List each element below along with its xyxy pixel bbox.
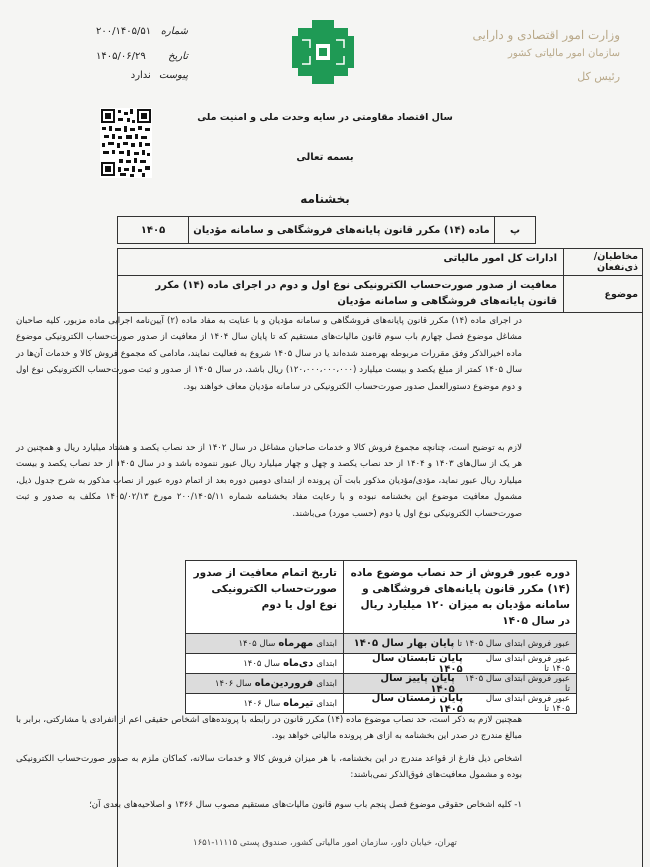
letter-meta (96, 26, 188, 81)
head-title: رئیس کل (577, 70, 620, 83)
year-motto: سال اقتصاد مقاومتی در سایه وحدت ملی و امنیت ملی (197, 112, 453, 123)
letter-number-label: شماره (160, 26, 188, 37)
cell-end-date (186, 654, 343, 673)
letter-attach-label: پیوست (158, 70, 188, 81)
circular-header-box (117, 216, 536, 244)
tax-organization-logo (288, 18, 358, 86)
letter-attach: ندارد (130, 70, 151, 81)
subject-row (118, 276, 642, 312)
cell-bold: دی‌ماه (283, 658, 314, 669)
col-header-period: دوره عبور فروش از حد نصاب موضوع ماده (۱۴) مکرر قانون پایانه‌های فروشگاهی و سامانه مؤدیان به میزان ۱۲۰ میلیارد ریال در سال ۱۴۰۵ (343, 561, 576, 633)
subject-value: معافیت از صدور صورت‌حساب الکترونیکی نوع اول و دوم در اجرای ماده (۱۴) مکرر قانون پایانه‌های فروشگاهی و سامانه مؤدیان (155, 280, 557, 307)
document-title: بخشنامه (300, 192, 350, 206)
cell-bold: پایان پاییز سال ۱۴۰۵ (380, 672, 455, 695)
letter-attach-row (96, 70, 188, 81)
table-row (186, 694, 576, 713)
table-row (186, 634, 576, 654)
cell-bold: پایان تابستان سال ۱۴۰۵ (372, 652, 463, 675)
cell-bold: پایان بهار سال ۱۴۰۵ (353, 638, 455, 649)
cell-bold: تیرماه (283, 698, 314, 709)
paragraph-5: ۱- کلیه اشخاص حقوقی موضوع فصل پنجم باب سوم قانون مالیات‌های مستقیم مصوب سال ۱۳۶۶ و اصلاحیه‌های بعدی آن؛ (89, 800, 522, 810)
letter-number: ۲۰۰/۱۴۰۵/۵۱ (96, 26, 152, 37)
letter-number-row (96, 26, 188, 37)
table-header (186, 561, 576, 634)
cell-text: عبور فروش ابتدای سال ۱۴۰۵ تا (485, 693, 570, 714)
paragraph-1: در اجرای ماده (۱۴) مکرر قانون پایانه‌های فروشگاهی و سامانه مؤدیان و با عنایت به مفاد ماده (۲) آیین‌نامه اجرایی ماده مزبور، کلیه صاحبان مشاغل موضوع فصل چهارم باب سوم قانون مالیات‌های مستقیم که تا پایان سال ۱۴۰۴ از معافیت از صدور صورت‌حساب الکترونیکی موضوع ماده اخیرالذکر وفق مقررات مربوطه بهره‌مند شده‌اند یا در سال ۱۴۰۵ شروع به فعالیت نمایند، مادامی که مجموع فروش کالا و خدمات آن‌ها در سال ۱۴۰۵ کمتر از مبلغ یکصد و بیست میلیارد (۱۲۰،۰۰۰،۰۰۰،۰۰۰) ریال باشد، در سال ۱۴۰۵ از صدور و ثبت صورت‌حساب الکترونیکی نوع اول و دوم موضوع دستورالعمل صدور صورت‌حساب الکترونیکی در سامانه مؤدیان معاف خواهند بود. (16, 316, 523, 392)
letter-date-label: تاریخ (168, 51, 188, 62)
bismillah: بسمه تعالی (296, 152, 354, 163)
cell-bold: فروردین‌ماه (254, 678, 314, 689)
audience-table (117, 248, 643, 313)
exemption-schedule-table (185, 560, 577, 714)
paragraph-4: اشخاص ذیل فارغ از قواعد مندرج در این بخشنامه، با هر میزان فروش کالا و خدمات سالانه، کماکان ملزم به صدور صورت‌حساب الکترونیکی بوده و مشمول معافیت‌های فوق‌الذکر نمی‌باشند: (16, 754, 522, 781)
cell-text: ابتدای (316, 698, 337, 709)
cell-text: سال ۱۴۰۵ (238, 638, 276, 649)
circular-subject: ماده (۱۴) مکرر قانون پایانه‌های فروشگاهی و سامانه مؤدیان (188, 217, 494, 243)
cell-end-date (186, 694, 343, 713)
subject-label: موضوع (563, 276, 642, 312)
cell-text: سال ۱۴۰۶ (243, 698, 281, 709)
footer-address: تهران، خیابان داور، سازمان امور مالیاتی کشور، صندوق پستی ۱۱۱۱۵-۱۶۵۱ (193, 838, 457, 848)
circular-code: پ (494, 217, 535, 243)
cell-bold: مهرماه (278, 638, 314, 649)
ministry-name: وزارت امور اقتصادی و دارایی (472, 28, 620, 42)
cell-end-date (186, 674, 343, 693)
cell-text: ابتدای (316, 678, 337, 689)
cell-period (343, 674, 576, 693)
cell-text: سال ۱۴۰۶ (214, 678, 252, 689)
table-row (186, 674, 576, 694)
cell-text: سال ۱۴۰۵ (243, 658, 281, 669)
cell-bold: پایان زمستان سال ۱۴۰۵ (371, 692, 463, 715)
cell-period (343, 634, 576, 653)
letter-date: ۱۴۰۵/۰۶/۲۹ (96, 51, 146, 62)
cell-period (343, 694, 576, 713)
organization-name: سازمان امور مالیاتی کشور (508, 48, 620, 59)
audience-row (118, 249, 642, 276)
cell-text: عبور فروش ابتدای سال ۱۴۰۵ تا (485, 653, 570, 674)
cell-text: عبور فروش ابتدای سال ۱۴۰۵ تا (464, 673, 570, 694)
col-header-end-date: تاریخ اتمام معافیت از صدور صورت‌حساب الکترونیکی نوع اول یا دوم (193, 567, 337, 611)
cell-end-date (186, 634, 343, 653)
audience-value: ادارات کل امور مالیاتی (443, 253, 557, 264)
cell-text: ابتدای (316, 638, 337, 649)
cell-text: عبور فروش ابتدای سال ۱۴۰۵ تا (457, 638, 570, 649)
letter-date-row (96, 51, 188, 62)
paragraph-2: لازم به توضیح است، چنانچه مجموع فروش کالا و خدمات صاحبان مشاغل در سال ۱۴۰۲ از حد نصاب یکصد و هشتاد میلیارد ریال و همچنین در هر یک از سال‌های ۱۴۰۳ و ۱۴۰۴ از حد نصاب یکصد و چهل و چهار میلیارد ریال عبور ننموده باشد و در سال ۱۴۰۵ از حد نصاب یکصد و بیست میلیارد ریال عبور نماید، مؤدی/مؤدیان مذکور بابت آن پرونده از ابتدای دومین دوره بعد از اتمام دوره عبور از نصاب مذکور به شرح جدول ذیل، مشمول معافیت موضوع این بخشنامه نبوده و با رعایت مفاد بخشنامه شماره ۲۰۰/۱۴۰۵/۱۱ مورخ ۱۴۰۵/۰۲/۱۳ مکلف به صدور و ثبت صورت‌حساب الکترونیکی نوع اول یا دوم (حسب مورد) می‌باشند. (16, 443, 523, 519)
cell-period (343, 654, 576, 673)
cell-text: ابتدای (316, 658, 337, 669)
table-row (186, 654, 576, 674)
paragraph-3: همچنین لازم به ذکر است، حد نصاب موضوع ماده (۱۴) مکرر قانون در رابطه با پرونده‌های اشخاص حقیقی اعم از انفرادی یا مشارکتی، برابر با مبالغ مندرج در صدر این بخشنامه به ازای هر پرونده مالیاتی خواهد بود. (16, 715, 522, 742)
audience-label: مخاطبان/ذی‌نفعان (563, 249, 642, 275)
circular-year: ۱۴۰۵ (140, 224, 166, 236)
